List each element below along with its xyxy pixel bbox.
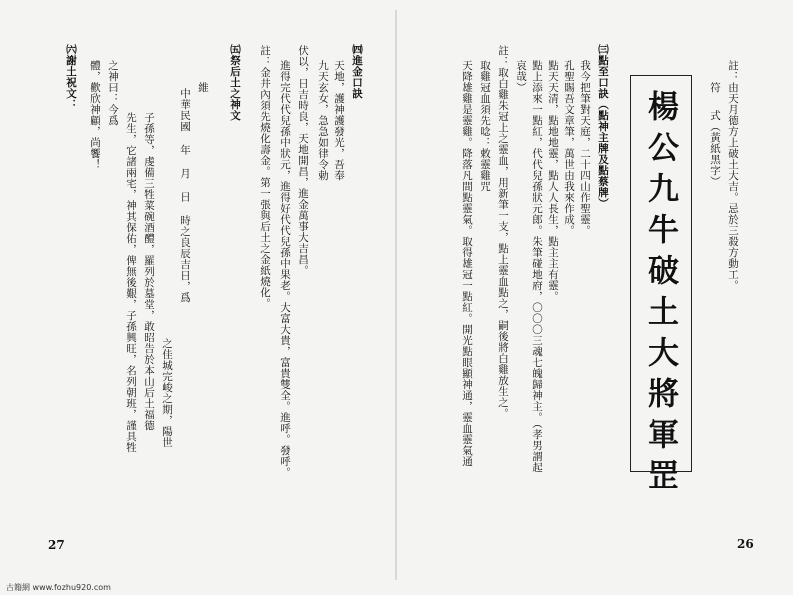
site-watermark: 古籍網 www.fozhu920.com: [6, 583, 111, 592]
text-column: 我今把筆對天庭，二十四山作聖靈。: [579, 60, 591, 236]
talisman-title: 楊公九牛破土大將軍罡: [642, 90, 678, 500]
text-column: 維: [197, 82, 209, 93]
text-column: 哀哉）: [515, 60, 527, 93]
text-column: 九天玄女，急急如律令勅: [317, 60, 329, 181]
text-column: 取雞冠血須先唸：敕靈雞咒: [479, 60, 491, 192]
text-column: 天地，護神護發光，吾奉: [333, 60, 345, 181]
text-column: 進得完代代兒孫中狀元，進得好代代兒孫中果老。大富大貴，富貴雙全。進呼。發呼。: [279, 60, 291, 478]
page-fold: [395, 10, 397, 580]
text-column: ㈤祭后土之神文: [229, 44, 241, 121]
text-column: 點天天清，點地地靈，點人人長生，點主主有靈。: [547, 60, 559, 302]
text-column: ㈣進金口訣: [351, 44, 363, 99]
fu-label: 符: [709, 82, 721, 93]
text-column: 伏以，日吉時良，天地開昌，進金萬事大吉昌。: [297, 45, 309, 276]
text-column: 子孫等，虔備三牲菜碗酒醴，羅列於墓堂，敢昭告於本山后土福德: [143, 112, 155, 431]
note-auspicious-direction: 註：由天月德方上破土大吉。忌於三殺方動工。: [727, 60, 739, 291]
text-column: 天降雄雞是靈雞。降落凡間點靈氣。取得雄冠一點紅。開光點眼顯神通，靈血靈氣通: [461, 60, 473, 467]
text-column: 之神曰：今爲: [107, 60, 119, 126]
text-column: 註：金井內須先燒化壽金。第一張與后土之金紙燒化。: [259, 45, 271, 309]
fu-format: 式（黃紙黑字）: [709, 110, 721, 187]
page-number: 26: [737, 537, 754, 551]
text-column: ㈥謝土祝文：: [65, 44, 77, 110]
page-number: 27: [48, 538, 65, 552]
text-column: 中華民國 年 月 日 時之良辰吉日，爲: [179, 88, 191, 303]
text-column: 先生，它諸兩宅，神其保佑，俾無後艱，子孫興旺，名列朝班，謹具牲: [125, 112, 137, 453]
text-column: 點上添來一點紅，代代兒孫狀元郎。朱筆碰地府，〇〇〇三魂七魄歸神主。（孝男謂起: [531, 60, 543, 473]
text-column: ㈢點至口訣（點神主牌及點蔡牌）: [597, 44, 609, 209]
text-column: 註：取白雞朱冠上之靈血，用新筆一支，點上靈血點之，嗣後將白雞放生之。: [497, 45, 509, 419]
text-column: 之佳城完峻之期，陽世: [161, 338, 173, 448]
text-column: 孔聖賜吾文章筆，萬世由我來作成。: [563, 60, 575, 236]
text-column: 體，歡欣神顧，尚饗！: [89, 60, 101, 170]
